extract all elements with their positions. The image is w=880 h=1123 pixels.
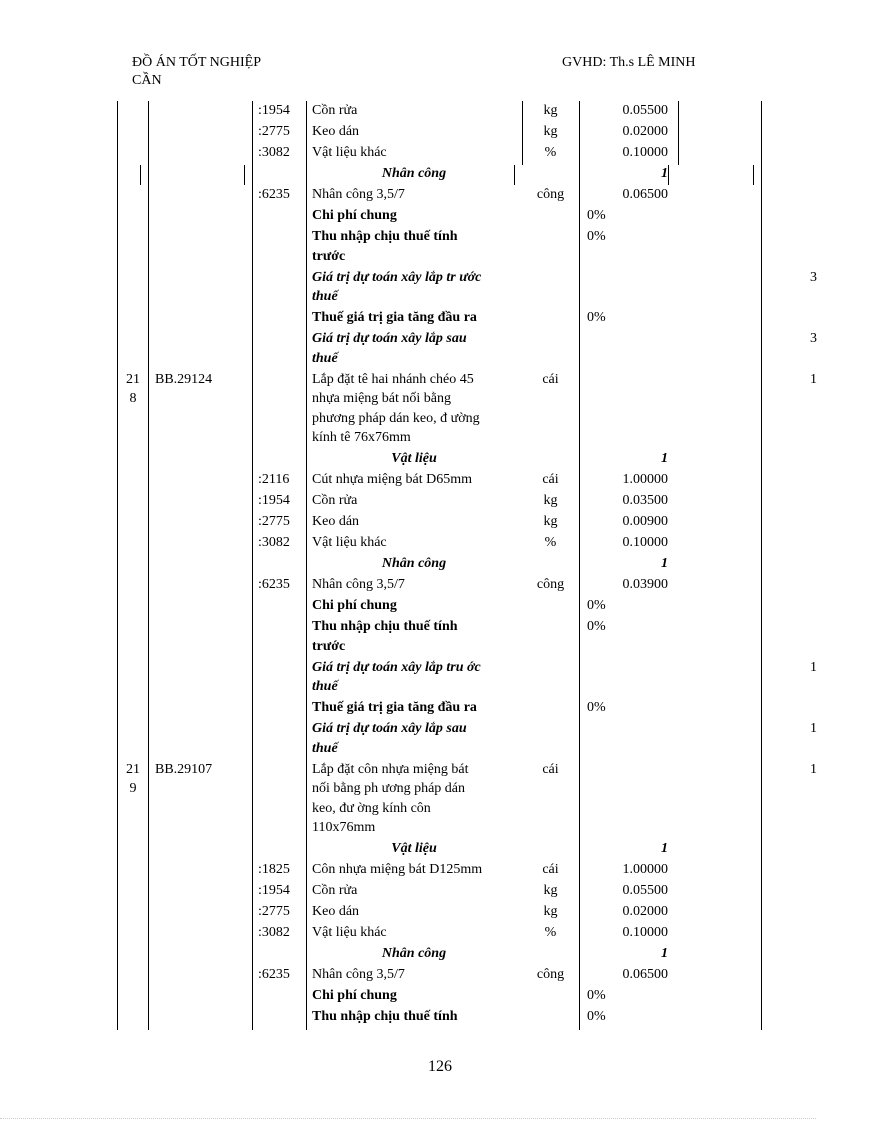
material-code: :2775: [258, 514, 290, 529]
price-truncated: 1: [810, 721, 817, 736]
description-line: Nhân công 3,5/7: [312, 577, 405, 592]
item-number: 21: [126, 761, 140, 777]
item-number: 8: [129, 391, 137, 406]
section-count: 1: [661, 946, 668, 961]
material-code: :2775: [258, 904, 290, 919]
percentage: 0%: [587, 700, 606, 715]
table-border-left: [117, 101, 118, 1030]
percentage: 0%: [587, 598, 606, 613]
material-code: :3082: [258, 535, 290, 550]
price-truncated: 1: [810, 371, 817, 387]
description-line: Giá trị dự toán xây lắp sau: [312, 721, 467, 736]
quantity: 0.05500: [622, 103, 668, 118]
unit: %: [544, 145, 557, 160]
item-number: 21: [126, 371, 140, 387]
description-line: nhựa miệng bát nối bằng: [312, 391, 452, 406]
percentage: 0%: [587, 208, 606, 223]
description-line: Nhân công 3,5/7: [312, 187, 405, 202]
section-title: Nhân công: [381, 946, 447, 961]
description-line: Cồn rửa: [312, 883, 358, 898]
material-code: :3082: [258, 925, 290, 940]
unit: cái: [542, 472, 559, 487]
section-tick-5: [753, 165, 754, 185]
quantity: 0.02000: [622, 904, 668, 919]
column-divider-qty: [678, 101, 679, 165]
material-code: :2116: [258, 472, 290, 487]
quantity: 0.06500: [622, 967, 668, 982]
unit: công: [536, 577, 565, 592]
unit: %: [544, 925, 557, 940]
quantity: 0.06500: [622, 187, 668, 202]
description-line: Keo dán: [312, 124, 360, 139]
description-line: Cồn rửa: [312, 103, 358, 118]
description-line: thuế: [312, 740, 338, 756]
description-line: nối bằng ph ương pháp dán: [312, 781, 466, 796]
material-code: :1954: [258, 883, 290, 898]
description-line: Thu nhập chịu thuế tính: [312, 619, 458, 634]
description-line: phương pháp dán keo, đ ường: [312, 410, 480, 426]
description-line: Chi phí chung: [312, 598, 397, 613]
quantity: 0.10000: [622, 145, 668, 160]
page-bottom-border: [0, 1118, 816, 1119]
percentage: 0%: [587, 988, 606, 1003]
description-line: Giá trị dự toán xây lắp sau: [312, 331, 467, 346]
description-line: Lắp đặt tê hai nhánh chéo 45: [312, 371, 474, 387]
section-tick-2: [244, 165, 245, 185]
section-title: Vật liệu: [391, 841, 437, 856]
quantity: 1.00000: [622, 472, 668, 487]
description-line: Cồn rửa: [312, 493, 358, 508]
description-line: Thuế giá trị gia tăng đầu ra: [312, 310, 477, 325]
section-title: Nhân công: [381, 556, 447, 571]
material-code: :6235: [258, 967, 290, 982]
description-line: thuế: [312, 679, 338, 694]
description-line: Côn nhựa miệng bát D125mm: [312, 862, 483, 877]
material-code: :1954: [258, 493, 290, 508]
price-truncated: 1: [810, 659, 817, 675]
unit: kg: [543, 904, 558, 919]
unit: kg: [543, 493, 558, 508]
material-code: :3082: [258, 145, 290, 160]
description-line: Vật liệu khác: [312, 145, 387, 160]
page-number: 126: [428, 1058, 452, 1075]
material-code: :1825: [258, 862, 290, 877]
material-code: :6235: [258, 187, 290, 202]
description-line: Lắp đặt côn nhựa miệng bát: [312, 761, 469, 777]
section-count: 1: [661, 841, 668, 856]
percentage: 0%: [587, 619, 606, 634]
description-line: Vật liệu khác: [312, 535, 387, 550]
percentage: 0%: [587, 310, 606, 325]
description-line: Chi phí chung: [312, 988, 397, 1003]
description-line: Chi phí chung: [312, 208, 397, 223]
material-code: :6235: [258, 577, 290, 592]
description-line: trước: [312, 638, 346, 654]
unit: cái: [542, 371, 559, 387]
description-line: Thu nhập chịu thuế tính: [312, 1009, 458, 1024]
description-line: 110x76mm: [312, 820, 376, 835]
price-truncated: 3: [810, 331, 817, 346]
header-left-line2: CẦN: [132, 73, 162, 88]
description-line: Vật liệu khác: [312, 925, 387, 940]
quantity: 0.02000: [622, 124, 668, 139]
unit: kg: [543, 883, 558, 898]
unit: kg: [543, 514, 558, 529]
column-divider-price: [761, 101, 762, 1030]
section-count: 1: [661, 451, 668, 466]
description-line: thuế: [312, 350, 338, 366]
description-line: keo, đư ờng kính côn: [312, 800, 431, 816]
section-count: 1: [661, 556, 668, 571]
percentage: 0%: [587, 229, 606, 244]
percentage: 0%: [587, 1009, 606, 1024]
section-tick-4: [668, 165, 669, 185]
section-count: 1: [661, 166, 668, 181]
quantity: 0.00900: [622, 514, 668, 529]
price-truncated: 3: [810, 269, 817, 285]
description-line: Keo dán: [312, 904, 360, 919]
material-code: :2775: [258, 124, 290, 139]
quantity: 0.10000: [622, 925, 668, 940]
description-line: Thu nhập chịu thuế tính: [312, 229, 458, 244]
section-tick-1: [140, 165, 141, 185]
price-truncated: 1: [810, 761, 817, 777]
material-code: :1954: [258, 103, 290, 118]
quantity: 0.03900: [622, 577, 668, 592]
description-line: Giá trị dự toán xây lắp tr ước: [312, 269, 482, 285]
description-line: Giá trị dự toán xây lắp tru ớc: [312, 659, 481, 675]
header-right: GVHD: Th.s LÊ MINH: [562, 55, 696, 70]
description-line: trước: [312, 248, 346, 264]
description-line: kính tê 76x76mm: [312, 430, 411, 445]
item-number: 9: [129, 781, 137, 796]
job-code: BB.29107: [155, 761, 213, 777]
column-divider-stt: [148, 101, 149, 1030]
unit: kg: [543, 103, 558, 118]
quantity: 0.05500: [622, 883, 668, 898]
section-title: Nhân công: [381, 166, 447, 181]
unit: công: [536, 967, 565, 982]
quantity: 0.03500: [622, 493, 668, 508]
unit: %: [544, 535, 557, 550]
description-line: thuế: [312, 289, 338, 304]
description-line: Keo dán: [312, 514, 360, 529]
description-line: Cút nhựa miệng bát D65mm: [312, 472, 473, 487]
header-left-line1: ĐỒ ÁN TỐT NGHIỆP: [132, 55, 261, 70]
quantity: 1.00000: [622, 862, 668, 877]
unit: công: [536, 187, 565, 202]
job-code: BB.29124: [155, 371, 213, 387]
description-line: Nhân công 3,5/7: [312, 967, 405, 982]
unit: cái: [542, 862, 559, 877]
description-line: Thuế giá trị gia tăng đầu ra: [312, 700, 477, 715]
section-title: Vật liệu: [391, 451, 437, 466]
column-divider-job: [252, 101, 253, 1030]
quantity: 0.10000: [622, 535, 668, 550]
unit: kg: [543, 124, 558, 139]
unit: cái: [542, 761, 559, 777]
